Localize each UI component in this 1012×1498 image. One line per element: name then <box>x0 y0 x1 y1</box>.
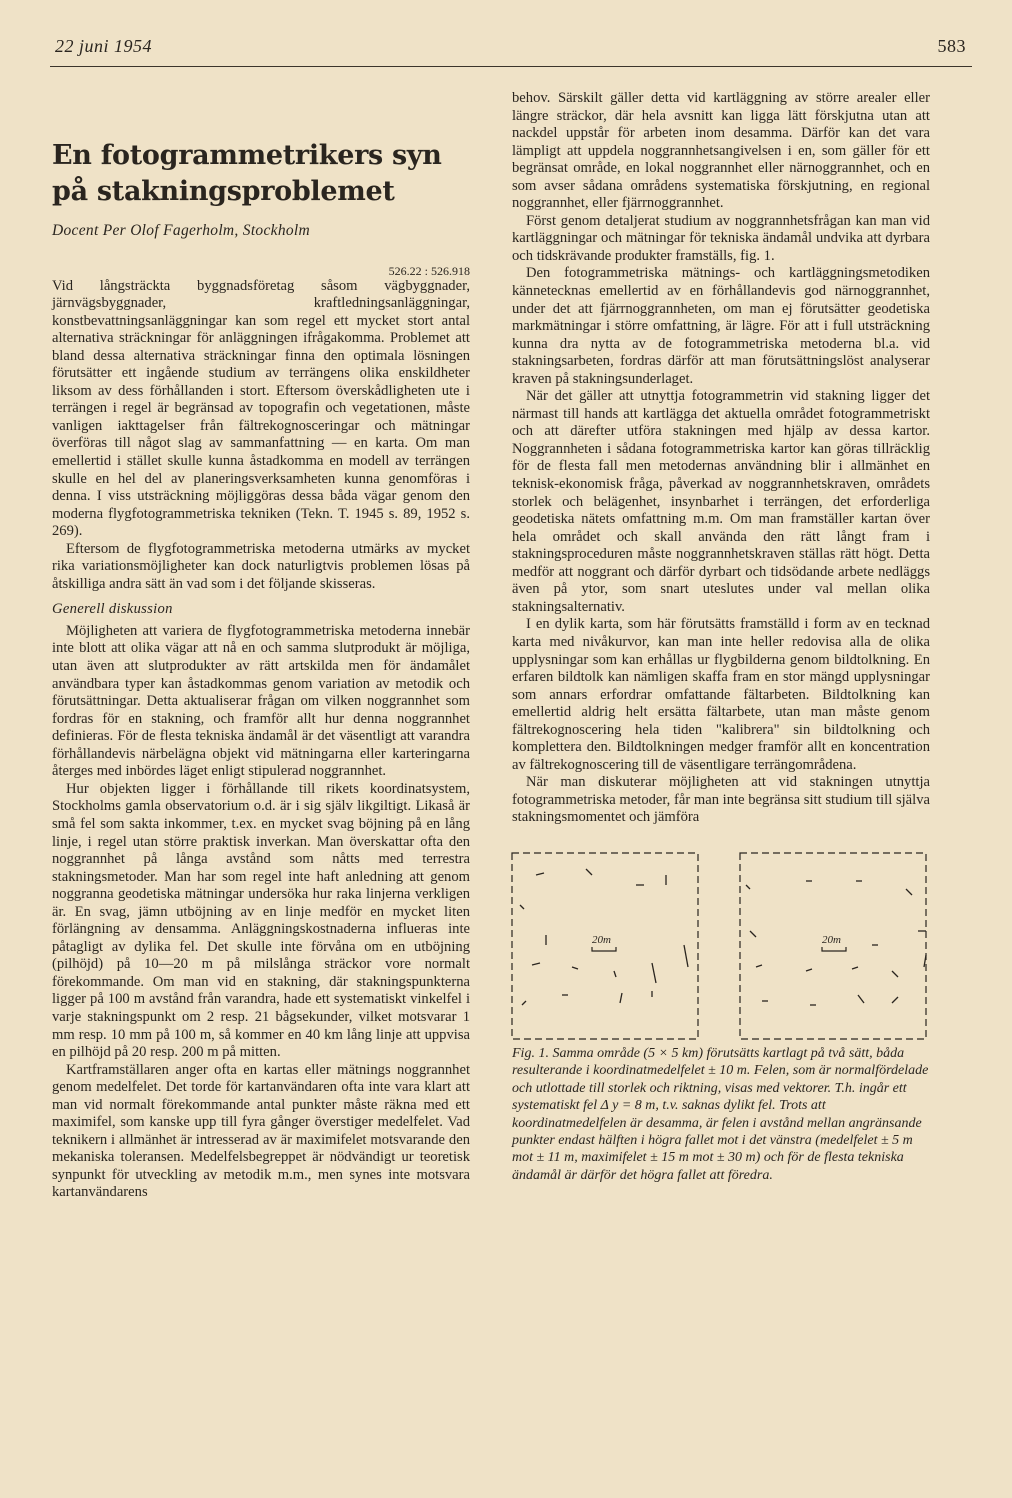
left-scale-bar <box>592 947 616 951</box>
right-map-frame <box>740 853 926 1039</box>
paragraph: Först genom detaljerat studium av noggrannhetsfrågan kan man vid kartläggningar och mätningar för tekniska ändamål undvika att dyrbara och tidskrävande produkter framställs, fig. 1. <box>512 212 930 264</box>
page-number: 583 <box>937 36 966 56</box>
paragraph: När man diskuterar möjligheten att vid stakningen utnyttja fotogrammetriska metoder, får man inte begränsa sitt studium till själva stakningsmomentet och jämföra <box>512 774 930 826</box>
right-scale-label: 20m <box>822 933 841 946</box>
paragraph: I en dylik karta, som här förutsätts framställd i form av en tecknad karta med nivåkurvor, kan man inte heller redovisa alla de olika upplysningar som kan erhållas ur flygbilderna genom bildtolkning. En erfaren bildtolk kan nämligen skaffa fram en stor mängd upplysningar som annars erfordrar omfattande fältarbeten. Bildtolkning kan emellertid aldrig helt ersätta fältarbete, utan man måste genom fältrekognoscering hela tiden "kalibrera" sin bildtolkning och komplettera den. Bildtolkningen medger framför allt en koncentration av fältrekognoscering till de väsentligare terrängområdena. <box>512 616 930 773</box>
udc-code: 526.22 : 526.918 <box>388 263 470 278</box>
paragraph: Hur objekten ligger i förhållande till rikets koordinatsystem, Stockholms gamla observatorium o.d. är i sig själv likgiltigt. Likaså är små fel som sakta inkommer, t.ex. en mycket svag böjning på en lång linje, i regel utan större praktisk inverkan. Man överskattar ofta den noggrannhet på långa avstånd som nåtts med terrestra stakningsmetoder. Man har som regel inte haft anledning att genom noggranna geodetiska mätningar undersöka hur raka linjerna verkligen är. En svag, jämn utböjning av en linje medför en mycket liten förlängning av densamma. Anläggningskostnaderna influeras inte påtagligt av dylika fel. Det skulle inte förvåna om en utböjning (pilhöjd) på 10—20 m på milslånga sträckor vore normalt förekommande. Om man vid en stakning, där stakningspunkterna ligger på 100 m avstånd från varandra, hade ett systematiskt vinkelfel i varje stakningspunkt om 2 resp. 21 bågsekunder, vilket motsvarar 1 mm resp. 10 mm på 100 m, så kommer en 40 km lång linje att uppvisa en pilhöjd på 20 resp. 200 m på mitten. <box>52 780 470 1061</box>
paragraph: Vid långsträckta byggnadsföretag såsom vägbyggnader, järnvägsbyggnader, kraftledningsanläggningar, konstbevattningsanläggningar kan som regel ett mycket stort antal alternativa sträckningar för anläggningen ifrågakomma. Problemet att bland dessa alternativa sträckningar finna den optimala lösningen förutsätter ett ingående studium av terrängens olika enskildheter liksom av dess förhållanden i stort. Eftersom överskådligheten ute i terrängen i regel är begränsad av topografin och vegetationen, måste vanligen iakttagelser från fältrekognosceringar och mätningar överföras till något slag av sammanfattning — en karta. Om man emellertid i stället skulle kunna åstadkomma en modell av terrängen skulle en hel del av planeringsverksamheten kunna genomföras i denna. I viss utsträckning möjliggöras dessa båda vägar genom den moderna flygfotogrammetriska tekniken (Tekn. T. 1945 s. 89, 1952 s. 269). <box>52 277 470 540</box>
figure-1 <box>506 845 946 1045</box>
left-map-frame <box>512 853 698 1039</box>
right-scale-bar <box>822 947 846 951</box>
left-scale-label: 20m <box>592 933 611 946</box>
right-column <box>512 90 930 1184</box>
issue-date: 22 juni 1954 <box>55 36 153 56</box>
left-column <box>52 90 470 1202</box>
title-line-1: En fotogrammetrikers syn <box>52 140 442 171</box>
subheading: Generell diskussion <box>52 601 173 618</box>
article-title <box>52 138 470 210</box>
header-rule <box>50 66 972 67</box>
paragraph: Den fotogrammetriska mätnings- och kartläggningsmetodiken kännetecknas emellertid av en förhållandevis god närnoggrannhet, under det att fjärrnoggrannheten, om man ej förutsätter geodetiska markmätningar i större omfattning, är lägre. För att i full utsträckning kunna dra nytta av de fotogrammetriska metoderna bl.a. vid stakningsarbeten, fordras därför att man förutsättningslöst analyserar kraven på stakningsunderlaget. <box>512 265 930 387</box>
error-vector-diagram <box>506 845 946 1045</box>
paragraph: behov. Särskilt gäller detta vid kartläggning av större arealer eller längre sträckor, där hela avsnitt kan ligga lätt förskjutna utan att nackdel uppstår för arbeten inom desamma. Därför kan det vara lämpligt att uppdela noggrannhetsangivelsen i en, som gäller för ett begränsat område, en lokal noggrannhet eller närnoggrannhet, och en som avser sådana områdens systematiska förskjutning, en regional noggrannhet, eller fjärrnoggrannhet. <box>512 90 930 212</box>
paragraph: Kartframställaren anger ofta en kartas eller mätnings noggrannhet genom medelfelet. Det torde för kartanvändaren ofta inte vara klart att man vid normalt förekommande antal punkter måste räkna med ett maximifel, som kanske upp till fyra gånger överstiger medelfelet. Vad teknikern i allmänhet är intresserad av är maximifelet motsvarande den mekaniska toleransen. Medelfelsbegreppet är nödvändigt ur teoretisk synpunkt för utveckling av metodik m.m., men synes inte motsvara kartanvändarens <box>52 1061 470 1201</box>
byline: Docent Per Olof Fagerholm, Stockholm <box>52 222 311 239</box>
paragraph: Möjligheten att variera de flygfotogrammetriska metoderna innebär inte blott att olika vägar att nå en och samma slutprodukt är möjliga, utan även att slutprodukter av rätt artskilda men för ändamålet användbara typer kan åstadkommas genom variation av metodik och förutsättningar. Detta aktualiserar frågan om vilken noggrannhet som fordras för en stakning, och framför allt hur denna noggrannhet definieras. För de flesta tekniska ändamål är det väsentligt att varandra förhållandevis närbelägna objekt vid mätningarna eller karteringarna återges med inbördes läget enligt stipulerad noggrannhet. <box>52 622 470 780</box>
paragraph: Eftersom de flygfotogrammetriska metoderna utmärks av mycket rika variationsmöjligheter kan dock naturligtvis problemen lösas på åtskilliga andra sätt än vad som i det följande skisseras. <box>52 540 470 592</box>
figure-caption: Fig. 1. Samma område (5 × 5 km) förutsätts kartlagt på två sätt, båda resulterande i koordinatmedelfelet ± 10 m. Felen, som är normalfördelade och utlottade till storlek och riktning, visas med vektorer. T.h. ingår ett systematiskt fel Δ y = 8 m, t.v. saknas dylikt fel. Trots att koordinatmedelfelen är desamma, är felen i avstånd mellan angränsande punkter endast hälften i högra fallet mot i det vänstra (medelfelet ± 5 m mot ± 11 m, maximifelet ± 15 m mot ± 30 m) och för de flesta tekniska ändamål är därför det högra fallet att föredra. <box>512 1045 929 1183</box>
paragraph: När det gäller att utnyttja fotogrammetrin vid stakning ligger det närmast till hands att kartlägga det aktuella området fotogrammetriskt och att därefter utföra stakningen med hjälp av dessa kartor. Noggrannheten i sådana fotogrammetriska kartor kan göras tillräcklig för de flesta fall men metodernas användning blir i allmänhet en teknisk-ekonomisk fråga, påverkad av noggrannhetskraven, områdets storlek och belägenhet, insynbarhet i terrängen, det erforderliga geodetiska nätets omfattning m.m. Om man framställer kartan över hela området och skall använda den rätt långt fram i stakningsproceduren måste noggrannhetskraven ställas rätt högt. Detta medför att noggrant och därför dyrbart och tidsödande arbete nedläggs även på ytor, som snart uteslutes under val mellan olika stakningsalternativ. <box>512 388 930 615</box>
title-line-2: på stakningsproblemet <box>52 176 395 207</box>
